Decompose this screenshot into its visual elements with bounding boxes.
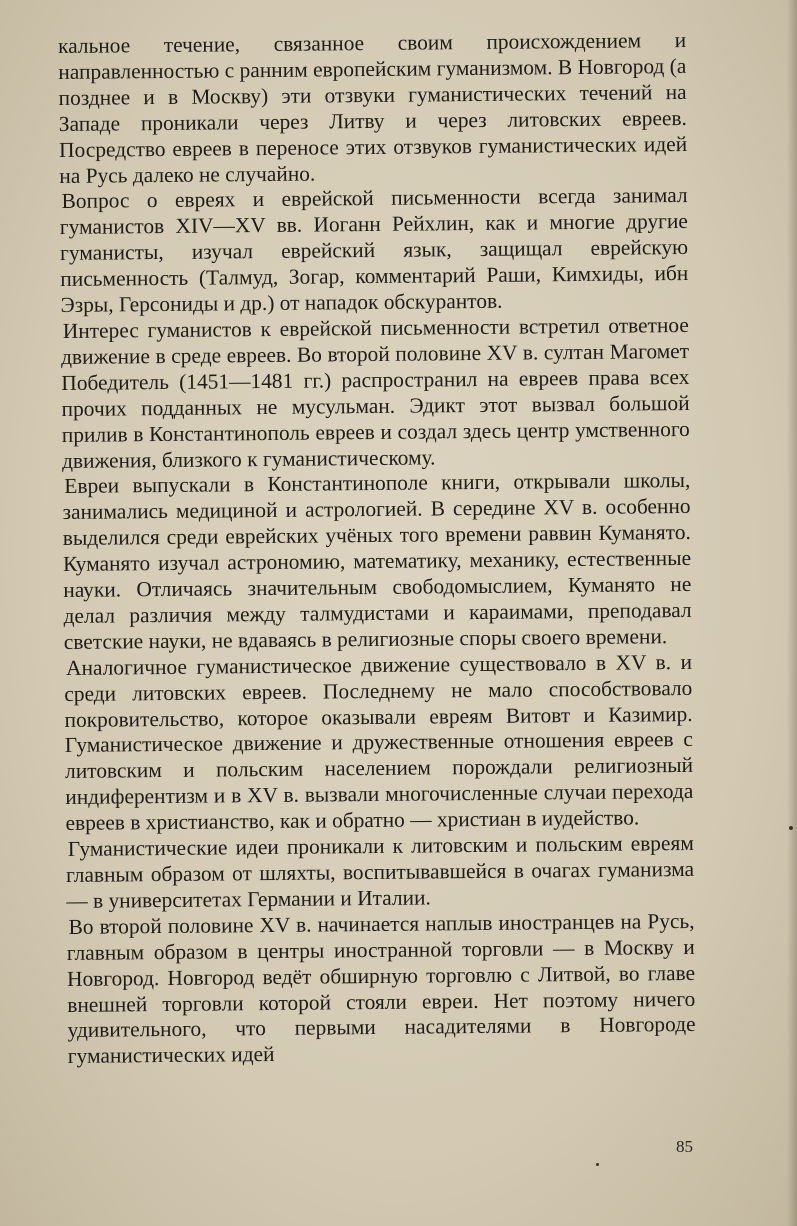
paragraph-5: Аналогичное гуманистическое движение существовало в XV в. и среди литовских евреев. Последнему не мало способствовало покровительство, которое оказывали евреям Витовт и Казимир. Гуманистическое движение и дружественные отношения евреев с литовским и польским населением порождали религиозный индиферентизм и в XV в. вызвали многочисленные случаи перехода евреев в христианство, как и обратно — христиан в иудейство. xyxy=(64,649,694,836)
paragraph-1: кальное течение, связанное своим происхождением и направленностью с ранним европейским гуманизмом. В Новгород (а позднее и в Москву) эти отзвуки гуманистических течений на Западе проникали через Литву и через литовских евреев. Посредство евреев в переносе этих отзвуков гуманистических идей на Русь далеко не случайно. xyxy=(58,27,688,188)
ink-speck xyxy=(596,1163,599,1166)
ink-speck xyxy=(789,826,793,830)
page-number: 85 xyxy=(676,1137,693,1156)
paragraph-4: Евреи выпускали в Константинополе книги, открывали школы, занимались медициной и астрологией. В середине XV в. особенно выделился среди еврейских учёных того времени раввин Куманято. Куманято изучал астрономию, математику, механику, естественные науки. Отличаясь значительным свободомыслием, Куманято не делал различия между талмудистами и караимами, преподавал светские науки, не вдаваясь в религиозные споры своего времени. xyxy=(62,468,692,654)
paragraph-6: Гуманистические идеи проникали к литовским и польским евреям главным образом от шляхты, воспитывавшейся в очагах гуманизма — в университетах Германии и Италии. xyxy=(65,831,695,913)
body-text xyxy=(58,28,696,1070)
paragraph-3: Интерес гуманистов к еврейской письменности встретил ответное движение в среде евреев. Во второй половине XV в. султан Магомет Победитель (1451—1481 гг.) распространил на евреев права всех прочих подданных не мусульман. Эдикт этот вызвал большой прилив в Константинополь евреев и создал здесь центр умственного движения, близкого к гуманистическому. xyxy=(60,312,690,473)
paragraph-7: Во второй половине XV в. начинается наплыв иностранцев на Русь, главным образом в центры иностранной торговли — в Москву и Новгород. Новгород ведёт обширную торговлю с Литвой, во главе внешней торговли которой стояли евреи. Нет поэтому ничего удивительного, что первыми насадителями в Новгороде гуманистических идей xyxy=(66,908,696,1069)
page-edge-shadow xyxy=(787,0,797,1226)
paragraph-2: Вопрос о евреях и еврейской письменности всегда занимал гуманистов XIV—XV вв. Иоганн Рейхлин, как и многие другие гуманисты, изучал еврейский язык, защищал еврейскую письменность (Талмуд, Зогар, комментарий Раши, Кимхиды, ибн Эзры, Герсониды и др.) от нападок обскурантов. xyxy=(59,183,689,318)
